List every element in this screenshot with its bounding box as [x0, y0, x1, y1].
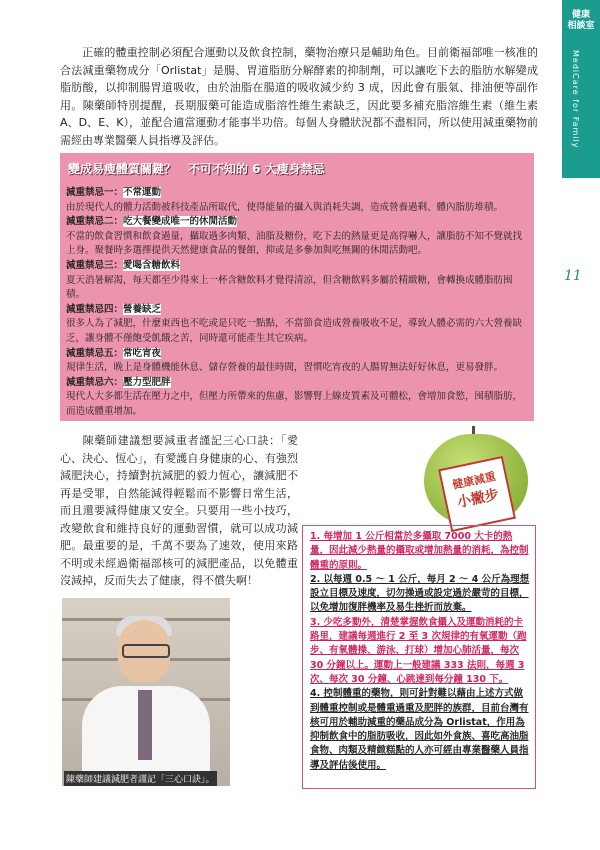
taboo-title: 愛喝含糖飲料	[123, 259, 181, 271]
taboo-title: 壓力型肥胖	[123, 376, 171, 388]
advice-paragraph	[60, 432, 298, 590]
photo-caption: 陳藥師建議減肥者謹記「三心口訣」。	[64, 771, 217, 786]
tip-item: 3. 少吃多動外，清楚掌握飲食攝入及運動消耗的卡路里，建議每週進行 2 至 3 次規律的有氧運動（跑步、有氧體操、游泳、打球）增加心肺活量，每次 30 分鐘以上。運動上一般建議 333 法則，每週 3 次、每次 30 分鐘、心跳達到每分鐘 130 下。	[310, 616, 527, 685]
taboo-title: 常吃宵夜	[123, 347, 162, 359]
tips-title-line1: 健康減重	[451, 469, 498, 492]
tip-item: 4. 控制體重的藥物，則可針對難以藉由上述方式做到體重控制或是體重過重及肥胖的族群，目前台灣有核可用於輔助減重的藥品成分為 Orlistat，作用為抑制飲食中的脂肪吸收，因此如外食族、喜吃高油脂食物、肉類及精緻糕點的人亦可經由專業醫藥人員指導及評估後使用。	[310, 688, 529, 771]
taboo-title: 營養缺乏	[123, 303, 162, 315]
taboo-item	[66, 303, 530, 347]
section-tab-english: MediCare for Family	[571, 50, 580, 149]
section-tab-title	[562, 10, 600, 32]
advice-text: 陳藥師建議想要減重者謹記三心口訣：「愛心、決心、恆心」，有愛護自身健康的心、有強烈減肥決心，持續對抗減肥的毅力恆心，讓減肥不再是受罪，自然能減得輕鬆而不影響日常生活，而且還要減得健康又安全。只要用一些小技巧，改變飲食和維持良好的運動習慣，就可以成功減肥。最重要的是，千萬不要為了速效，使用來路不明或未經過衛福部核可的減肥產品，以免體重沒減掉，反而失去了健康，得不償失啊！	[60, 434, 298, 587]
tip-item: 1. 每增加 1 公斤相當於多攝取 7000 大卡的熱量，因此減少熱量的攝取或增加熱量的消耗，為控制體重的原則。	[310, 531, 529, 571]
taboo-number: 減重禁忌二：	[66, 216, 124, 228]
taboo-item	[66, 215, 530, 259]
taboo-number: 減重禁忌五：	[66, 347, 124, 359]
section-tab-line2: 相談室	[567, 21, 595, 31]
taboo-text: 現代人大多都生活在壓力之中，但壓力所帶來的焦慮，影響腎上線皮質素及可體松，會增加食慾，囤積脂肪，而造成體重增加。	[66, 391, 523, 417]
taboo-text: 不當的飲食習慣和飲食過量，攝取過多肉類、油脂及糖份，吃下去的熱量更是高得嚇人，讓脂肪不知不覺就找上身。聚餐時多選擇提供天然健康食品的餐館，抑或是多參加與吃無關的休閒活動吧。	[66, 230, 523, 257]
tips-title-tag	[438, 456, 516, 532]
taboo-text: 很多人為了減肥，什麼東西也不吃或是只吃一點點，不當節食造成營養吸收不足，導致人體必需的六大營養缺乏，讓身體不僅飽受飢餓之苦，同時還可能產生其它疾病。	[66, 318, 523, 344]
taboo-list	[66, 186, 530, 420]
taboo-number: 減重禁忌四：	[66, 303, 124, 315]
intro-text: 正確的體重控制必須配合運動以及飲食控制，藥物治療只是輔助角色。目前衛福部唯一核准的合法減重藥物成分「Orlistat」是腸、胃道脂肪分解酵素的抑制劑，可以讓吃下去的脂肪水解變成脂肪酸，以抑制腸胃道吸收，由於油脂在腸道的吸收減少約 3 成，因此會有脹氣、排油便等副作用。陳藥師特別提醒，長期服藥可能造成脂溶性維生素缺乏，因此要多補充脂溶維生素（維生素 A、D、E、K），並配合適當運動才能事半功倍。每個人身體狀況都不盡相同，所以使用減重藥物前需經由專業醫藥人員指導及評估。	[60, 46, 538, 147]
tips-title-line2: 小撇步	[455, 486, 501, 512]
taboo-number: 減重禁忌三：	[66, 259, 124, 271]
tips-list	[310, 530, 530, 773]
taboo-item	[66, 376, 530, 420]
taboo-title: 不常運動	[123, 187, 162, 198]
taboo-number: 減重禁忌六：	[66, 376, 124, 388]
taboo-item	[66, 186, 530, 215]
taboo-item	[66, 347, 530, 376]
pharmacist-photo	[62, 598, 230, 786]
taboo-box	[60, 153, 534, 421]
section-tab-line1: 健康	[571, 10, 590, 20]
tip-item: 2. 以每週 0.5 ～ 1 公斤，每月 2 ～ 4 公斤為理想設立目標及速度，切勿操過或設定過於嚴苛的目標，以免增加復胖機率及易生挫折而放棄。	[310, 573, 530, 614]
taboo-text: 規律生活，晚上是身體機能休息、儲存營養的最佳時間，習慣吃宵夜的人腸胃無法好好休息，更易發胖。	[66, 362, 504, 374]
section-tab	[562, 0, 600, 178]
page-number: 11	[564, 268, 582, 284]
taboo-number: 減重禁忌一：	[66, 187, 124, 198]
taboo-box-heading: 變成易瘦體質關鍵？ 不可不知的 6 大瘦身禁忌	[68, 162, 325, 176]
taboo-text: 夏天消暑解渴，每天都至少得來上一杯含糖飲料才覺得清涼，但含糖飲料多屬於精緻糖，會轉換成體脂肪囤積。	[66, 274, 513, 301]
intro-paragraph	[60, 44, 538, 149]
taboo-item	[66, 259, 530, 303]
taboo-text: 由於現代人的體力活動被科技產品所取代，使得能量的攝入與消耗失調，造成營養過剩、體內脂肪堆積。	[66, 201, 504, 213]
tips-box	[302, 525, 536, 789]
taboo-title: 吃大餐變成唯一的休閒活動	[123, 216, 238, 228]
